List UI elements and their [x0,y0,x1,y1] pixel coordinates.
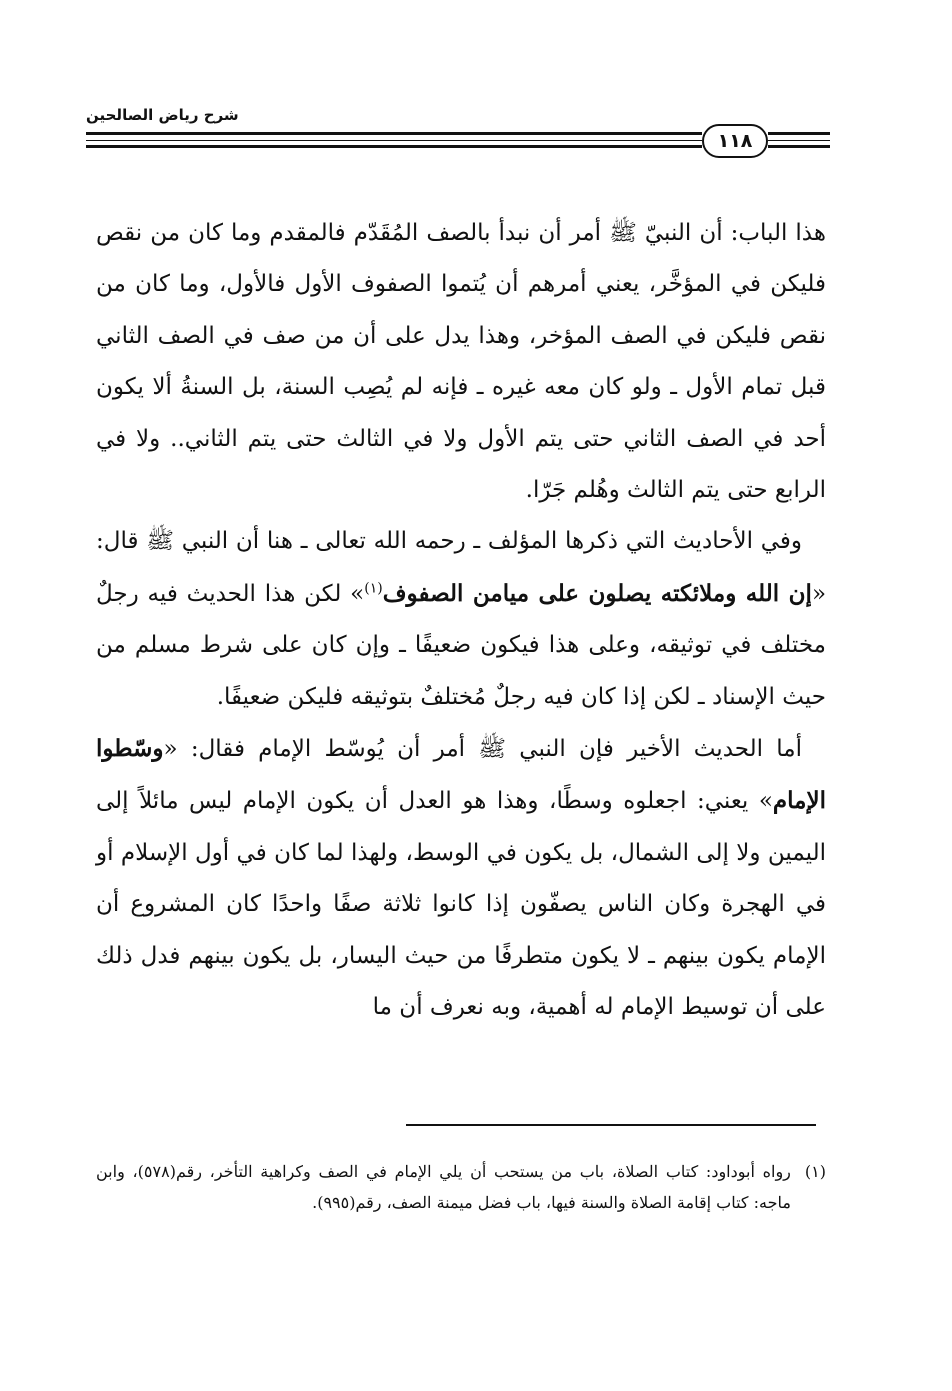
paragraph-3-rest: » يعني: اجعلوه وسطًا، وهذا هو العدل أن يكون الإمام ليس مائلاً إلى اليمين ولا إلى الشمال، بل يكون في الوسط، ولهذا لما كان في أول الإسلام أو في الهجرة وكان الناس يصفّون إذا كانوا ثلاثة صفًا واحدًا كان المشروع أن الإمام يكون بينهم ـ لا يكون متطرفًا من حيث اليسار، بل يكون بينهم فدل ذلك على أن توسيط الإمام له أهمية، وبه نعرف أن ما [96,788,826,1021]
page-number: ١١٨ [717,129,753,152]
header-rule-right-thick-lower [768,145,830,148]
footnote-1 [96,1156,826,1218]
header-rule-thin [86,140,702,141]
footnote-text: رواه أبوداود: كتاب الصلاة، باب من يستحب أن يلي الإمام في الصف وكراهية التأخر، رقم(٥٧٨)، وابن ماجه: كتاب إقامة الصلاة والسنة فيها، باب فضل ميمنة الصف، رقم(٩٩٥). [96,1162,791,1212]
hadith-quote-1: إن الله وملائكته يصلون على ميامن الصفوف [382,579,812,607]
paragraph-2-intro: وفي الأحاديث التي ذكرها المؤلف ـ رحمه الله تعالى ـ هنا أن النبي ﷺ قال: « [96,528,827,607]
footnote-separator [406,1124,816,1126]
footnote-number: (١) [804,1162,826,1181]
page-number-badge [702,124,768,158]
paragraph-2 [96,516,826,723]
paragraph-3-intro: أما الحديث الأخير فإن النبي ﷺ أمر أن يُوسّط الإمام فقال: « [163,736,802,763]
header-rule-thick [86,132,702,135]
paragraph-1: هذا الباب: أن النبيّ ﷺ أمر أن نبدأ بالصف المُقَدّم فالمقدم وما كان من نقص فليكن في المؤخَّر، يعني أمرهم أن يُتموا الصفوف الأول فالأول، وما كان من نقص فليكن في الصف المؤخر، وهذا يدل على أن من صف في الصف الثاني قبل تمام الأول ـ ولو كان معه غيره ـ فإنه لم يُصِب السنة، بل السنةُ ألا يكون أحد في الصف الثاني حتى يتم الأول ولا في الثالث حتى يتم الثاني.. ولا في الرابع حتى يتم الثالث وهُلم جَرّا. [96,220,826,504]
header-rule-right-thin [768,140,830,141]
header-rule-thick-lower [86,145,702,148]
running-title: شرح رياض الصالحين [86,106,239,124]
paragraph-3 [96,723,826,1033]
footnote-marker-1[interactable]: (١) [364,580,383,597]
hadith-quote-2: وسّطوا الإمام [96,735,826,815]
main-text [96,208,826,1034]
header-rule-right-thick [768,132,830,135]
paragraph-2-rest: » لكن هذا الحديث فيه رجلٌ مختلف في توثيقه، وعلى هذا فيكون ضعيفًا ـ وإن كان على شرط مسلم من حيث الإسناد ـ لكن إذا كان فيه رجلٌ مُختلفٌ بتوثيقه فليكن ضعيفًا. [96,580,826,710]
